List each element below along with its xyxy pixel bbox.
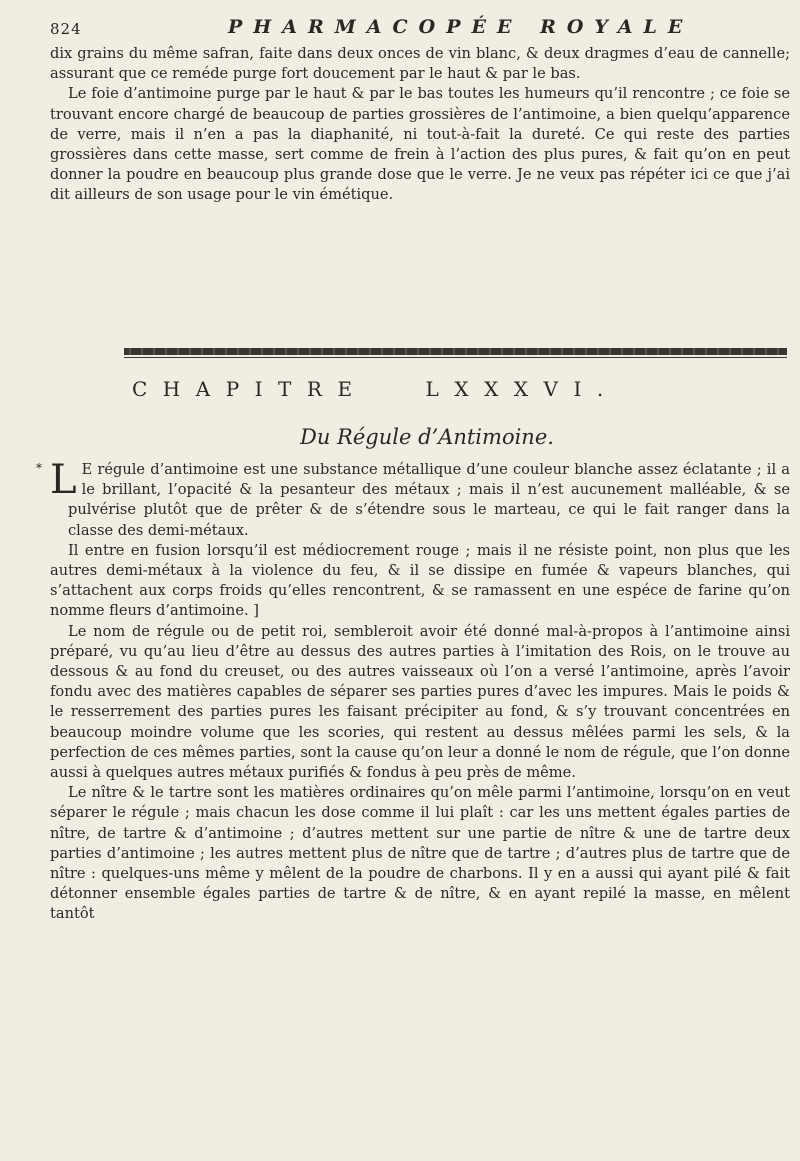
section-title: Du Régule d’Antimoine. (300, 425, 554, 449)
page-header (50, 16, 790, 42)
drop-cap: L (50, 457, 77, 503)
running-title: PHARMACOPÉE ROYALE (228, 16, 694, 38)
paragraph: Le nître & le tartre sont les matières ordinaires qu’on mêle parmi l’antimoine, lorsqu’on en veut séparer le régule ; mais chacun les dose comme il lui plaît : car les uns mettent égales parties de nître, de tartre & d’antimoine ; d’autres mettent sur une partie de nître & une de tartre deux parties d’antimoine ; les autres mettent plus de nître que de tartre ; d’autres plus de tartre que de nître : quelques-uns même y mêlent de la poudre de charbons. Il y en a aussi qui ayant pilé & fait détonner ensemble égales parties de tartre & de nître, & en ayant repilé la masse, en mêlent tantôt (50, 784, 790, 923)
chapter-label: CHAPITRE (132, 377, 368, 401)
divider-line (124, 357, 787, 358)
page-number: 824 (50, 20, 82, 38)
paragraph: Le nom de régule ou de petit roi, sembleroit avoir été donné mal-à-propos à l’antimoine ainsi préparé, vu qu’au lieu d’être au dessus des autres parties à l’imitation des Rois, on le trouve au dessous & au fond du creuset, ou des autres vaisseaux où l’on a versé l’antimoine, après l’avoir fondu avec des matières capables de séparer ses parties pures d’avec les impures. Mais le poids & le resserrement des parties pures les faisant précipiter au fond, & s’y trouvant concentrées en beaucoup moindre volume que les scories, qui restent au dessus mêlées parmi les sels, & la perfection de ces mêmes parties, sont la cause qu’on leur a donné le nom de régule, que l’on donne aussi à quelques autres métaux purifiés & fondus à peu près de même. (50, 622, 790, 782)
paragraph: Le foie d’antimoine purge par le haut & par le bas toutes les humeurs qu’il rencontre ; ce foie se trouvant encore chargé de beaucoup de parties grossières de l’antimoine, a bien quelqu’apparence de verre, mais il n’en a pas la diaphanité, ni tout-à-fait la dureté. Ce qui reste des parties grossières dans cette masse, sert comme de frein à l’action des plus pures, & fait qu’on en peut donner la poudre en beaucoup plus grande dose que le verre. Je ne veux pas répéter ici ce que j’ai dit ailleurs de son usage pour le vin émétique. (50, 85, 790, 204)
paragraph: Il entre en fusion lorsqu’il est médiocrement rouge ; mais il ne résiste point, non plus que les autres demi-métaux à la violence du feu, & il se dissipe en fumée & vapeurs blanches, qui s’attachent aux corps froids qu’elles rencontrent, & se ramassent en une espéce de farine qu’on nomme fleurs d’antimoine. ] (50, 541, 790, 620)
paragraph: dix grains du même safran, faite dans deux onces de vin blanc, & deux dragmes d’eau de cannelle; assurant que ce reméde purge fort doucement par le haut & par le bas. (50, 45, 790, 83)
first-paragraph (50, 457, 790, 541)
footnote-asterisk: * (36, 461, 42, 475)
first-paragraph-text: E régule d’antimoine est une substance métallique d’une couleur blanche assez éclatante ; il a le brillant, l’opacité & la pesanteur des métaux ; mais il n’est aucunement malléable, & se pulvérise plutôt que de prêter & de s’étendre sous le marteau, ce qui le fait ranger dans la classe des demi-métaux. (68, 461, 790, 539)
top-text-block (50, 44, 790, 206)
chapter-text-block (36, 457, 790, 925)
chapter-number: LXXXVI. (425, 377, 619, 401)
divider-bar (124, 348, 787, 355)
chapter-heading (132, 377, 792, 401)
ornamental-divider (124, 346, 787, 360)
